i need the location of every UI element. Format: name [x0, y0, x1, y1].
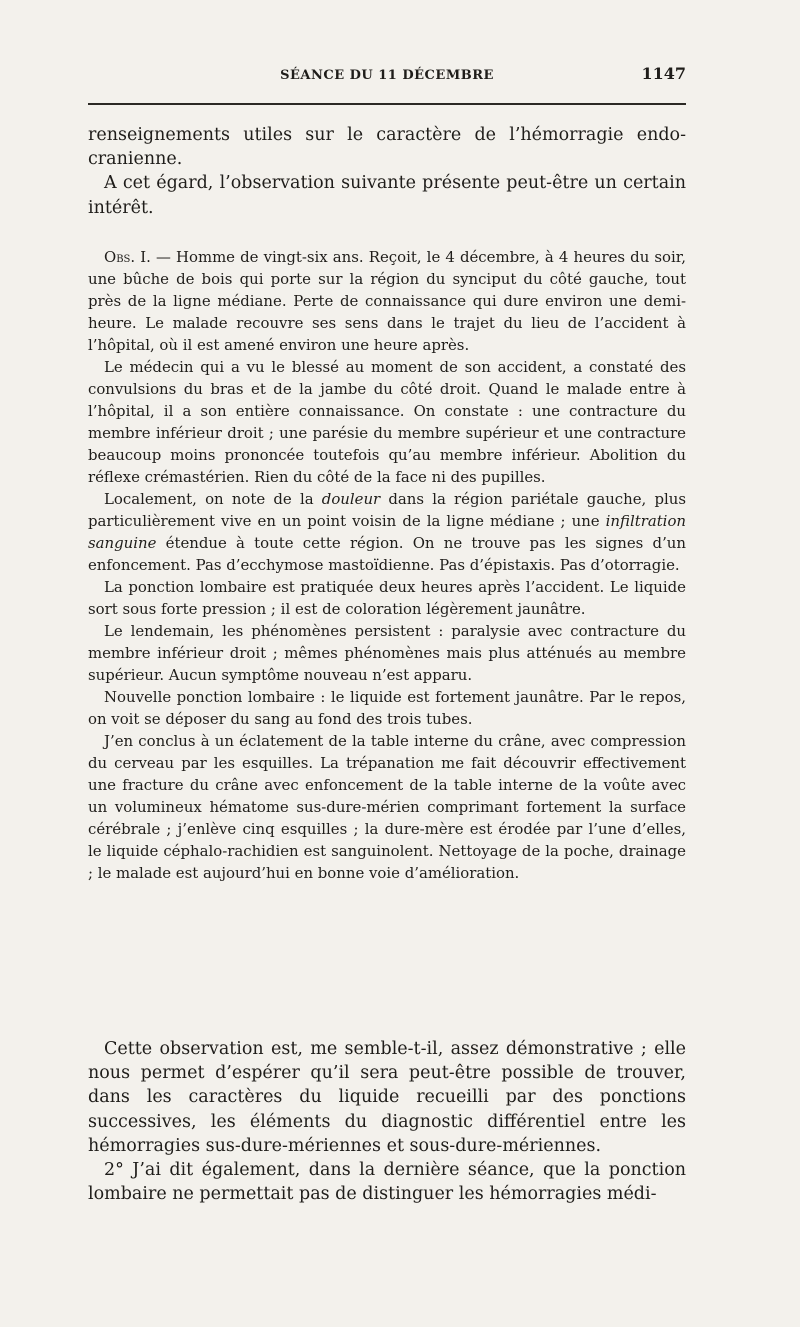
- conclusion-section: [88, 1037, 686, 1206]
- observation-paragraph-3: [88, 488, 686, 576]
- observation-p3-em2: infiltration sanguine: [88, 512, 686, 552]
- observation-p3-a: Localement, on note de la: [104, 490, 322, 508]
- observation-paragraph-2: Le médecin qui a vu le blessé au moment de son accident, a constaté des convulsions du bras et de la jambe du côté droit. Quand le malade entre à l’hôpital, il a son entière connaissance. On constate : une contracture du membre inférieur droit ; une parésie du membre supérieur et une contracture beaucoup moins prononcée toutefois qu’au membre inférieur. Abolition du réflexe crémastérien. Rien du côté de la face ni des pupilles.: [88, 358, 686, 486]
- conclusion-paragraph-2: 2° J’ai dit également, dans la dernière séance, que la ponction lombaire ne permettait pas de distinguer les hémorragies médi-: [88, 1160, 686, 1205]
- intro-paragraph-2: A cet égard, l’observation suivante présente peut-être un certain intérêt.: [88, 173, 686, 218]
- observation-paragraph-7: J’en conclus à un éclatement de la table interne du crâne, avec compression du cerveau par les esquilles. La trépanation me fait découvrir effectivement une fracture du crâne avec enfoncement de la table interne de la voûte avec un volumineux hématome sus-dure-mérien comprimant fortement la surface cérébrale ; j’enlève cinq esquilles ; la dure-mère est érodée par l’une d’elles, le liquide céphalo-rachidien est sanguinolent. Nettoyage de la poche, drainage ; le malade est aujourd’hui en bonne voie d’amélioration.: [88, 732, 686, 882]
- header-rule: [88, 103, 686, 105]
- intro-paragraph-1: renseignements utiles sur le caractère de l’hémorragie endo-cranienne.: [88, 125, 686, 170]
- observation-paragraph-1: [88, 246, 686, 356]
- observation-label: Obs. I.: [104, 248, 151, 266]
- conclusion-paragraph-1: Cette observation est, me semble-t-il, assez démonstrative ; elle nous permet d’espérer qu’il sera peut-être possible de trouver, dans les caractères du liquide recueilli par des ponctions successives, les éléments du diagnostic différentiel entre les hémorragies sus-dure-mériennes et sous-dure-mériennes.: [88, 1039, 686, 1156]
- running-title: SÉANCE DU 11 DÉCEMBRE: [280, 68, 494, 83]
- observation-paragraph-4: La ponction lombaire est pratiquée deux heures après l’accident. Le liquide sort sous forte pression ; il est de coloration légèrement jaunâtre.: [88, 578, 686, 618]
- observation-p3-b: dans la région pariétale gauche, plus particulièrement vive en un point voisin de la ligne médiane ; une: [88, 490, 686, 530]
- page-number: 1147: [641, 64, 686, 83]
- intro-section: [88, 123, 686, 220]
- observation-p3-em1: douleur: [321, 490, 381, 508]
- observation-p1-text: — Homme de vingt-six ans. Reçoit, le 4 décembre, à 4 heures du soir, une bûche de bois qui porte sur la région du synciput du côté gauche, tout près de la ligne médiane. Perte de connaissance qui dure environ une demi-heure. Le malade recouvre ses sens dans le trajet du lieu de l’accident à l’hôpital, où il est amené environ une heure après.: [88, 248, 686, 354]
- observation-paragraph-5: Le lendemain, les phénomènes persistent : paralysie avec contracture du membre inférieur droit ; mêmes phénomènes mais plus atténués au membre supérieur. Aucun symptôme nouveau n’est apparu.: [88, 622, 686, 684]
- page-header: [88, 64, 686, 88]
- observation-paragraph-6: Nouvelle ponction lombaire : le liquide est fortement jaunâtre. Par le repos, on voit se déposer du sang au fond des trois tubes.: [88, 688, 686, 728]
- observation-p3-c: étendue à toute cette région. On ne trouve pas les signes d’un enfoncement. Pas d’ecchymose mastoïdienne. Pas d’épistaxis. Pas d’otorragie.: [88, 534, 686, 574]
- observation-section: [88, 246, 686, 884]
